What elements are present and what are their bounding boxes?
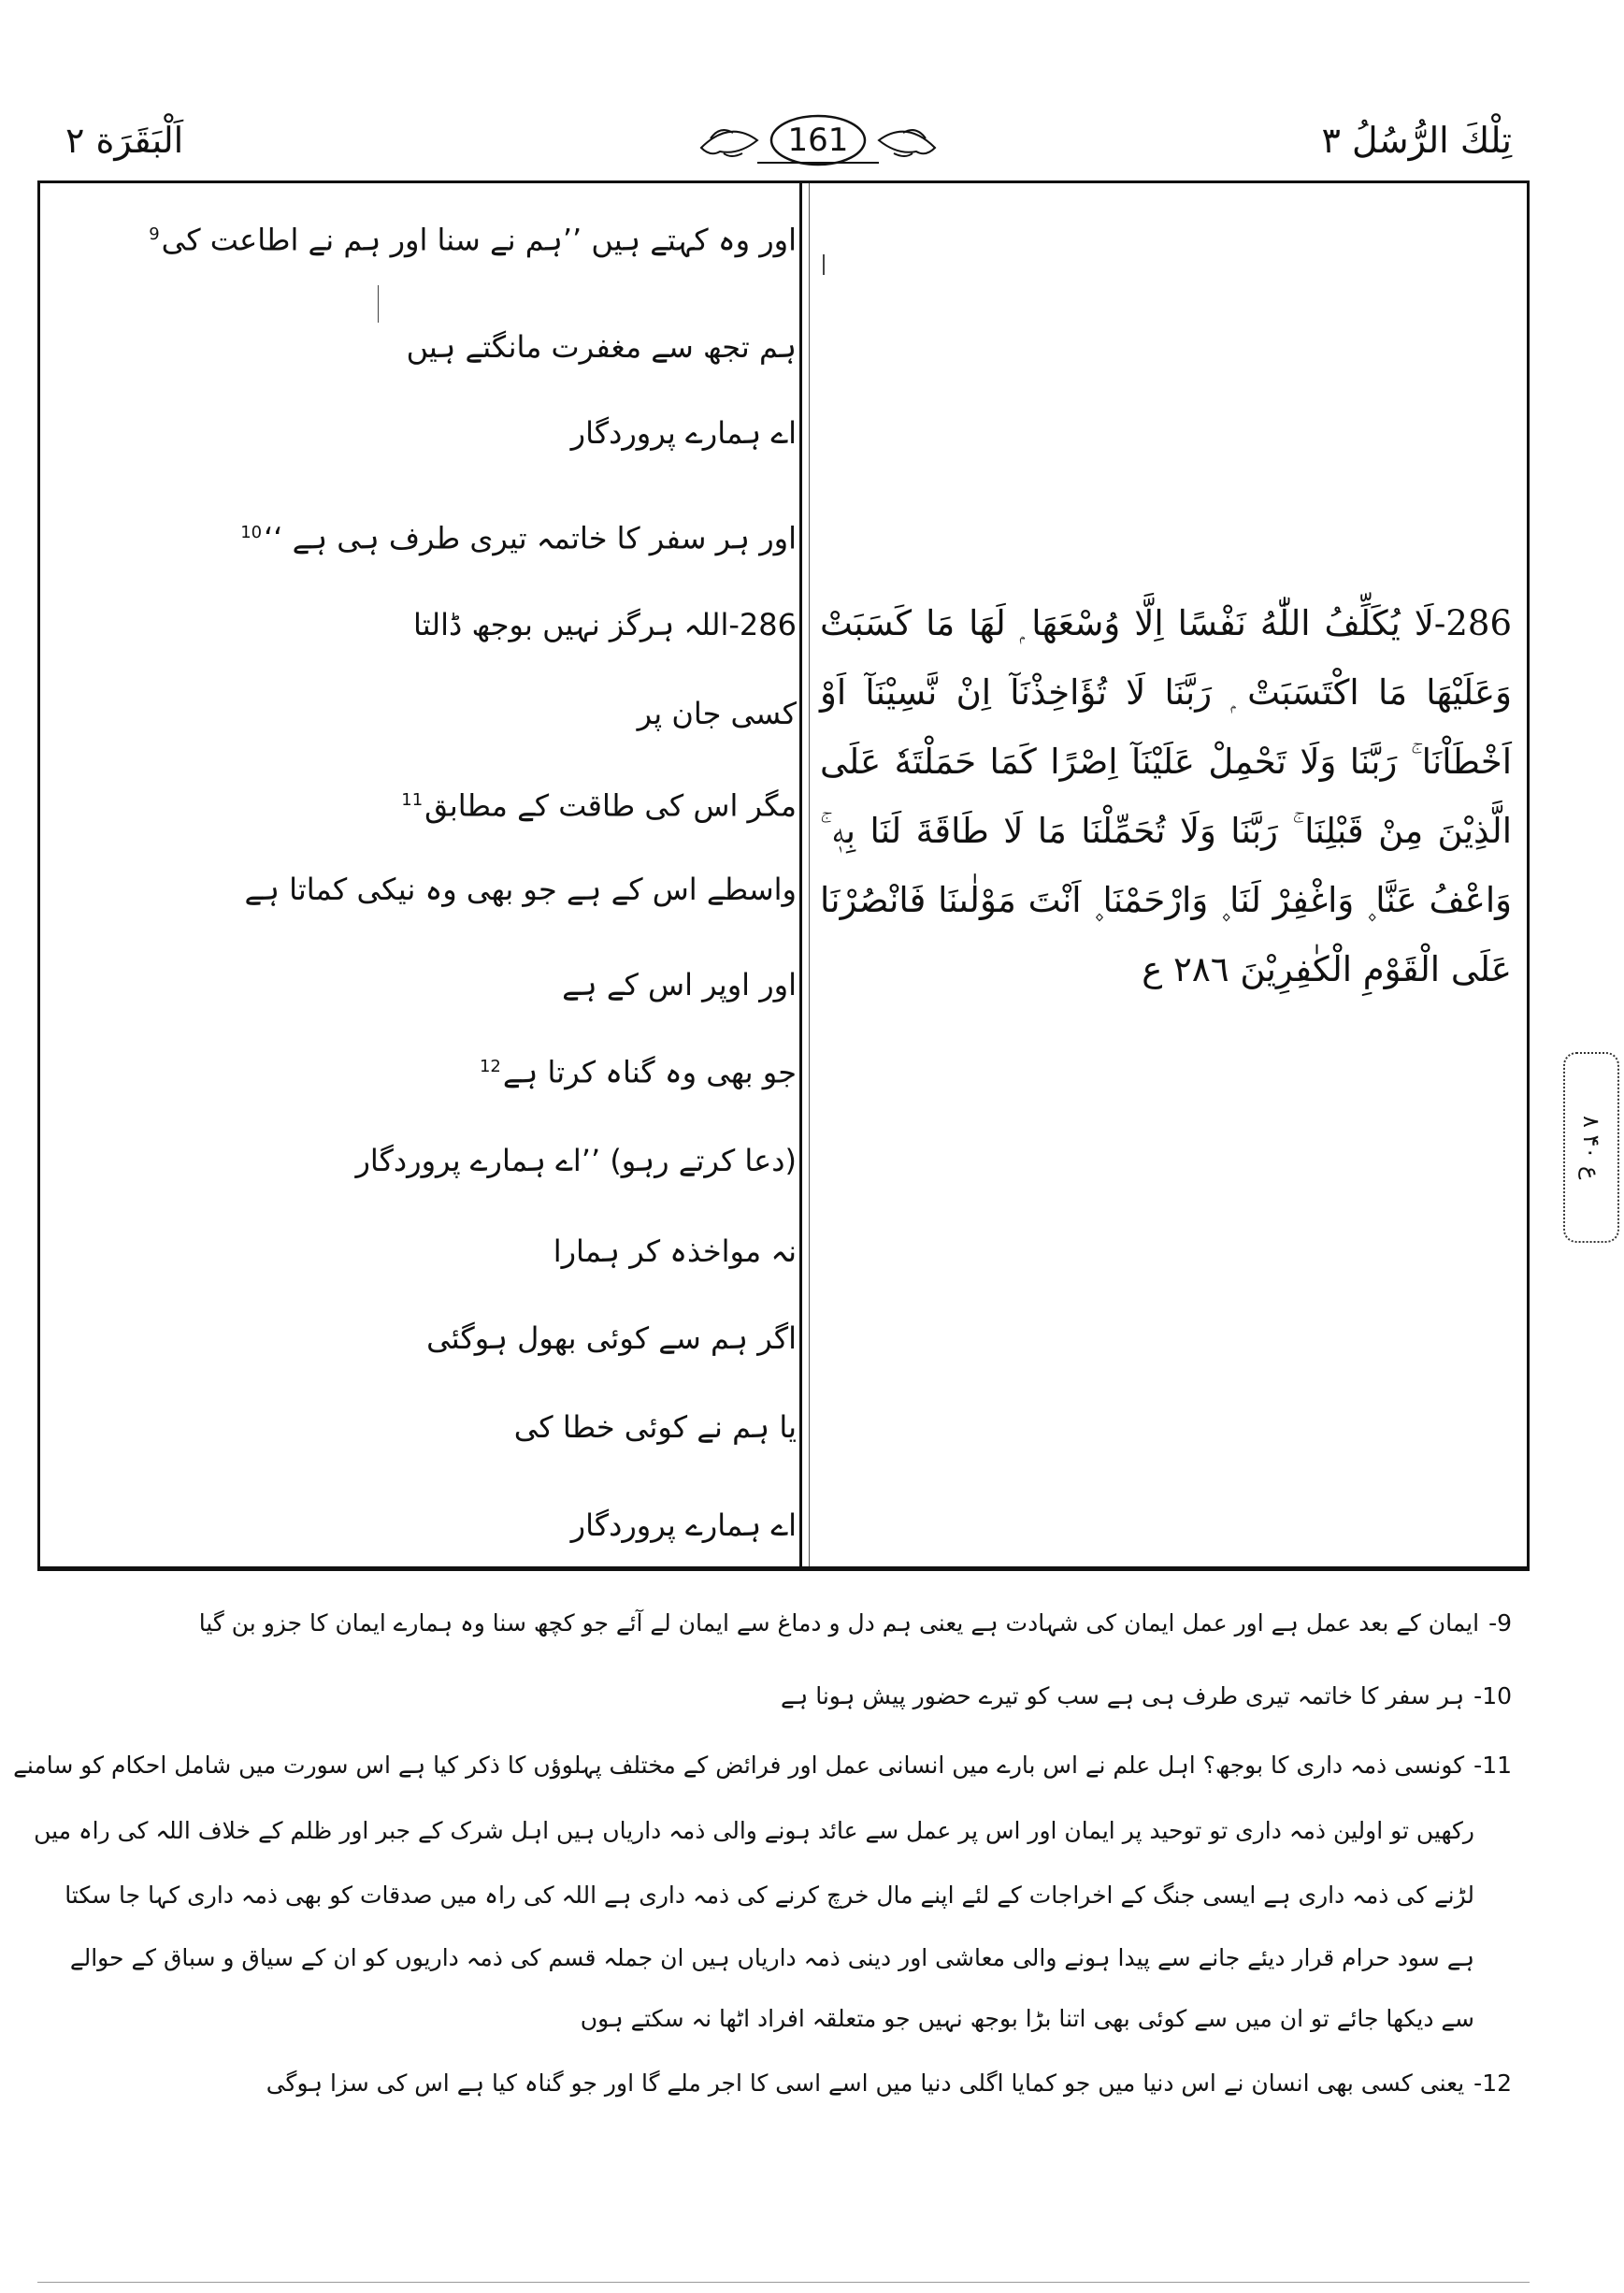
translation-line: واسطے اس کے ہے جو بھی وہ نیکی کماتا ہے: [244, 872, 797, 907]
arabic-verse: 286-لَا يُكَلِّفُ اللّٰهُ نَفْسًا اِلَّا وُسْعَهَا ۭ لَهَا مَا كَسَبَتْ وَعَلَيْهَا مَا اكْتَسَبَتْ ۭ رَبَّنَا لَا تُؤَاخِذْنَآ اِنْ نَّسِيْنَآ اَوْ اَخْطَاْنَا ۚ رَبَّنَا وَلَا تَحْمِلْ عَلَيْنَآ اِصْرًا كَمَا حَمَلْتَهٗ عَلَى الَّذِيْنَ مِنْ قَبْلِنَا ۚ رَبَّنَا وَلَا تُحَمِّلْنَا مَا لَا طَاقَةَ لَنَا بِهٖ ۚ وَاعْفُ عَنَّا ۪ وَاغْفِرْ لَنَا ۪ وَارْحَمْنَا ۪ اَنْتَ مَوْلٰىنَا فَانْصُرْنَا عَلَى الْقَوْمِ الْكٰفِرِيْنَ ٢٨٦ ع: [820, 603, 1512, 989]
translation-line: اے ہمارے پروردگار: [570, 1507, 797, 1543]
juz-marker: ع ۴۰ ۸: [1563, 1052, 1619, 1243]
page-number-ornament: [692, 110, 944, 170]
translation-line: اگر ہم سے کوئی بھول ہوگئی: [426, 1320, 797, 1356]
translation-line: یا ہم نے کوئی خطا کی: [513, 1409, 797, 1445]
footnote-continuation: سے دیکھا جائے تو ان میں سے کوئی بھی اتنا بڑا بوجھ نہیں جو متعلقہ افراد اٹھا نہ سکتے ہوں: [580, 2005, 1474, 2032]
footnote-separator: [37, 1569, 1530, 1571]
header-left-title: اَلْبَقَرَة ٢: [65, 120, 184, 161]
translation-line: 286-اللہ ہرگز نہیں بوجھ ڈالتا: [413, 607, 797, 642]
translation-line: نہ مواخذہ کر ہمارا: [553, 1233, 797, 1269]
translation-line: ہم تجھ سے مغفرت مانگتے ہیں: [406, 329, 797, 365]
footnote: 11-کونسی ذمہ داری کا بوجھ؟ اہل علم نے اس بارے میں انسانی عمل اور فرائض کے مختلف پہلوؤں کا ذکر کیا ہے اس سورت میں شامل احکام کو سامنے: [13, 1752, 1512, 1779]
footnote: 10-ہر سفر کا خاتمہ تیری طرف ہی ہے سب کو تیرے حضور پیش ہونا ہے: [780, 1682, 1512, 1709]
translation-line: اور اوپر اس کے ہے: [562, 967, 797, 1002]
footnote: 12-یعنی کسی بھی انسان نے اس دنیا میں جو کمایا اگلی دنیا میں اسے اسی کا اجر ملے گا اور جو گناہ کیا ہے اس کی سزا ہوگی: [266, 2069, 1512, 2097]
footnote: 9-ایمان کے بعد عمل ہے اور عمل ایمان کی شہادت ہے یعنی ہم دل و دماغ سے ایمان لے آئے جو کچھ سنا وہ ہمارے ایمان کا جزو بن گیا: [198, 1609, 1512, 1637]
column-divider-inner: [809, 183, 810, 1566]
translation-line: جو بھی وہ گناہ کرتا ہے$^{12}$: [479, 1054, 797, 1090]
footnote-continuation: ہے سود حرام قرار دیئے جانے سے پیدا ہونے والی معاشی اور دینی ذمہ داریاں ہیں ان جملہ قسم کی ذمہ داریوں کو ان کے سیاق و سباق کے حوالے: [69, 1944, 1474, 1971]
translation-line: اور وہ کہتے ہیں ’’ہم نے سنا اور ہم نے اطاعت کی$^9$: [149, 222, 797, 258]
translation-line: کسی جان پر: [637, 696, 797, 731]
tick-mark: [823, 254, 825, 275]
page-number: 161: [787, 122, 849, 159]
header-right-title: تِلْكَ الرُّسُلُ ٣: [1321, 120, 1512, 161]
translation-line: اور ہر سفر کا خاتمہ تیری طرف ہی ہے ‘‘$^{10}$: [240, 520, 797, 556]
tick-mark: [378, 285, 379, 323]
footnote-continuation: لڑنے کی ذمہ داری ہے ایسی جنگ کے اخراجات کے لئے اپنے مال خرچ کرنے کی ذمہ داری ہے اللہ کی راہ میں صدقات کو بھی ذمہ داری کہا جا سکتا: [65, 1882, 1474, 1909]
translation-line: مگر اس کی طاقت کے مطابق$^{11}$: [401, 787, 797, 824]
column-divider: [799, 183, 802, 1566]
translation-line: (دعا کرتے رہو) ’’اے ہمارے پروردگار: [355, 1143, 797, 1178]
footnote-continuation: رکھیں تو اولین ذمہ داری تو توحید پر ایمان اور اس پر عمل سے عائد ہونے والی ذمہ داریاں ہیں اہل شرک کے جبر اور ظلم کے خلاف اللہ کی راہ میں: [34, 1817, 1474, 1844]
translation-line: اے ہمارے پروردگار: [570, 415, 797, 451]
page-bottom-rule: [37, 2282, 1530, 2283]
